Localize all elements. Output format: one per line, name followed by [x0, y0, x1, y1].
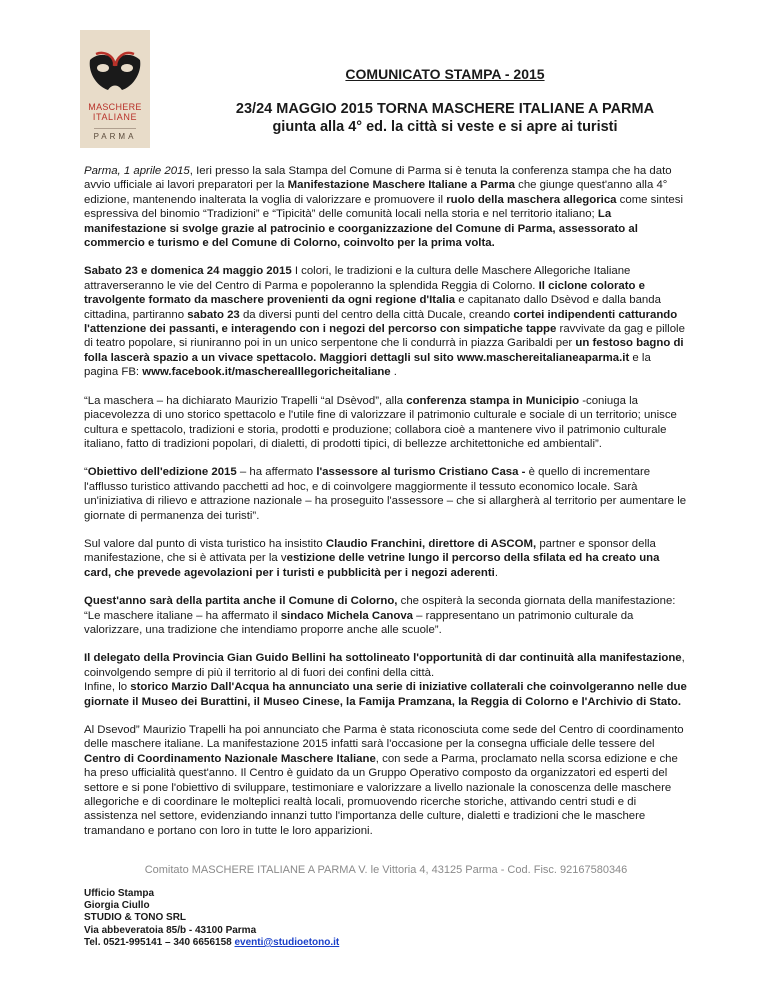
- paragraph-casa-quote: “Obiettivo dell'edizione 2015 – ha affermato l'assessore al turismo Cristiano Casa - è quello di incrementare l'afflusso turistico attivando pacchetti ad hoc, e di coinvolgere maggiormente il tessuto economico locale. Sarà un'iniziativa di rilievo e attrazione nazionale – ha proseguito l'assessore – che si allargherà al territorio per aumentare le giornate di permanenza dei turisti”.: [84, 466, 687, 522]
- contact-email-link[interactable]: eventi@studioetono.it: [234, 936, 340, 948]
- document-body: [84, 164, 688, 852]
- contact-phone: Tel. 0521-995141 – 340 6656158: [84, 936, 235, 948]
- headline: 23/24 MAGGIO 2015 TORNA MASCHERE ITALIANE A PARMA: [235, 101, 655, 117]
- logo-text-italiane: ITALIANE: [92, 112, 138, 122]
- paragraph-provincia: Il delegato della Provincia Gian Guido Bellini ha sottolineato l'opportunità di dar continuità alla manifestazione, coinvolgendo sempre di più il territorio al di fuori dei confini della città. Infine, lo storico Marzio Dall'Acqua ha annunciato una serie di iniziative collaterali che coinvolgeranno nelle due giornate il Museo dei Burattini, il Museo Cinese, la Famija Pramzana, la Reggia di Colorno e l'Archivio di Stato.: [84, 652, 687, 708]
- contact-company: STUDIO & TONO SRL: [84, 912, 187, 924]
- press-office-contact: [84, 888, 339, 949]
- paragraph-event-dates: Sabato 23 e domenica 24 maggio 2015 I colori, le tradizioni e la cultura delle Maschere Allegoriche Italiane attraverseranno le vie del Centro di Parma e popoleranno la splendida Reggia di Colorno. Il ciclone colorato e travolgente formato da maschere provenienti da ogni regione d'Italia e capitanato dallo Dsèvod e dalla banda cittadina, partiranno sabato 23 da diversi punti del centro della città Ducale, creando cortei indipendenti catturando l'attenzione dei passanti, e interagendo con i negozi del percorso con simpatiche tappe ravvivate da gag e pillole di teatro popolare, si riuniranno poi in un unico serpentone che li condurrà in piazza Garibaldi per un festoso bagno di folla lascerà spazio a un vivace spettacolo. Maggiori dettagli sul sito www.maschereitalianeaparma.it e la pagina FB: www.facebook.it/mascherealllegoricheitaliane .: [84, 265, 685, 379]
- contact-office: Ufficio Stampa: [84, 888, 155, 899]
- document-title: COMUNICATO STAMPA - 2015: [345, 66, 545, 82]
- contact-address: Via abbeveratoia 85/b - 43100 Parma: [84, 924, 257, 936]
- paragraph-trapelli-quote: “La maschera – ha dichiarato Maurizio Trapelli “al Dsèvod”, alla conferenza stampa in Municipio -coniuga la piacevolezza di uno storico spettacolo e l'utile fine di valorizzare il patrimonio culturale e sociale di un territorio; unisce cultura e spettacolo, tradizioni e storia, prodotti e produzione; collabora cioè a mantenere vivo il patrimonio culturale italiano, fatto di tradizioni popolari, di dialetti, di prodotti tipici, di bellezze architettoniche ed ambientali”.: [84, 394, 677, 450]
- paragraph-franchini: Sul valore dal punto di vista turistico ha insistito Claudio Franchini, direttore di ASCOM, partner e sponsor della manifestazione, che si è attivata per la vestizione delle vetrine lungo il percorso della sfilata ed ha creato una card, che prevede agevolazioni per i turisti e pubblicità per i negozi aderenti.: [84, 537, 660, 579]
- paragraph-centro-coordinamento: Al Dsevod” Maurizio Trapelli ha poi annunciato che Parma è stata riconosciuta come sede del Centro di coordinamento delle maschere italiane. La manifestazione 2015 infatti sarà l'occasione per la consegna ufficiale delle tessere del Centro di Coordinamento Nazionale Maschere Italiane, con sede a Parma, proclamato nella scorsa edizione e che ha preso ufficialità quest'anno. Il Centro è guidato da un Gruppo Operativo composto da organizzatori ed esperti del settore e si pone l'obiettivo di sviluppare, testimoniare e valorizzare a livello nazionale la conoscenza delle maschere allegoriche e di coordinare le molteplici realtà locali, promuovendo ricerche storiche, attivando centri studi e di assistenza nel settore, evidenziando innanzi tutto l'importanza delle culture, dialetti e tradizioni che le maschere tramandano e portano con loro in tutte le loro apparizioni.: [84, 724, 684, 837]
- committee-footer: Comitato MASCHERE ITALIANE A PARMA V. le Vittoria 4, 43125 Parma - Cod. Fisc. 92167580346: [144, 864, 628, 876]
- subheadline: giunta alla 4° ed. la città si veste e si apre ai turisti: [272, 119, 618, 135]
- contact-person: Giorgia Ciullo: [84, 900, 150, 912]
- logo-text-parma: PARMA: [93, 132, 137, 141]
- contact-phone-line: [84, 937, 339, 949]
- logo-text-maschere: MASCHERE: [88, 102, 142, 112]
- paragraph-intro: Parma, 1 aprile 2015, Ieri presso la sala Stampa del Comune di Parma si è tenuta la conferenza stampa che ha dato avvio ufficiale ai lavori preparatori per la Manifestazione Maschere Italiane a Parma che giunge quest'anno alla 4° edizione, mantenendo inalterata la voglia di valorizzare e promuovere il ruolo della maschera allegorica come sintesi espressiva del binomio “Tradizioni” e “Tipicità” delle comunità locali nella storia e nel territorio italiano; La manifestazione si svolge grazie al patrocinio e coorganizzazione del Comune di Parma, assessorato al commercio e turismo e del Comune di Colorno, coinvolto per la prima volta.: [84, 165, 683, 250]
- paragraph-colorno: Quest'anno sarà della partita anche il Comune di Colorno, che ospiterà la seconda giornata della manifestazione: “Le maschere italiane – ha affermato il sindaco Michela Canova – rappresentano un patrimonio culturale da valorizzare, una tradizione che intendiamo proporre anche alle scuole”.: [84, 595, 676, 636]
